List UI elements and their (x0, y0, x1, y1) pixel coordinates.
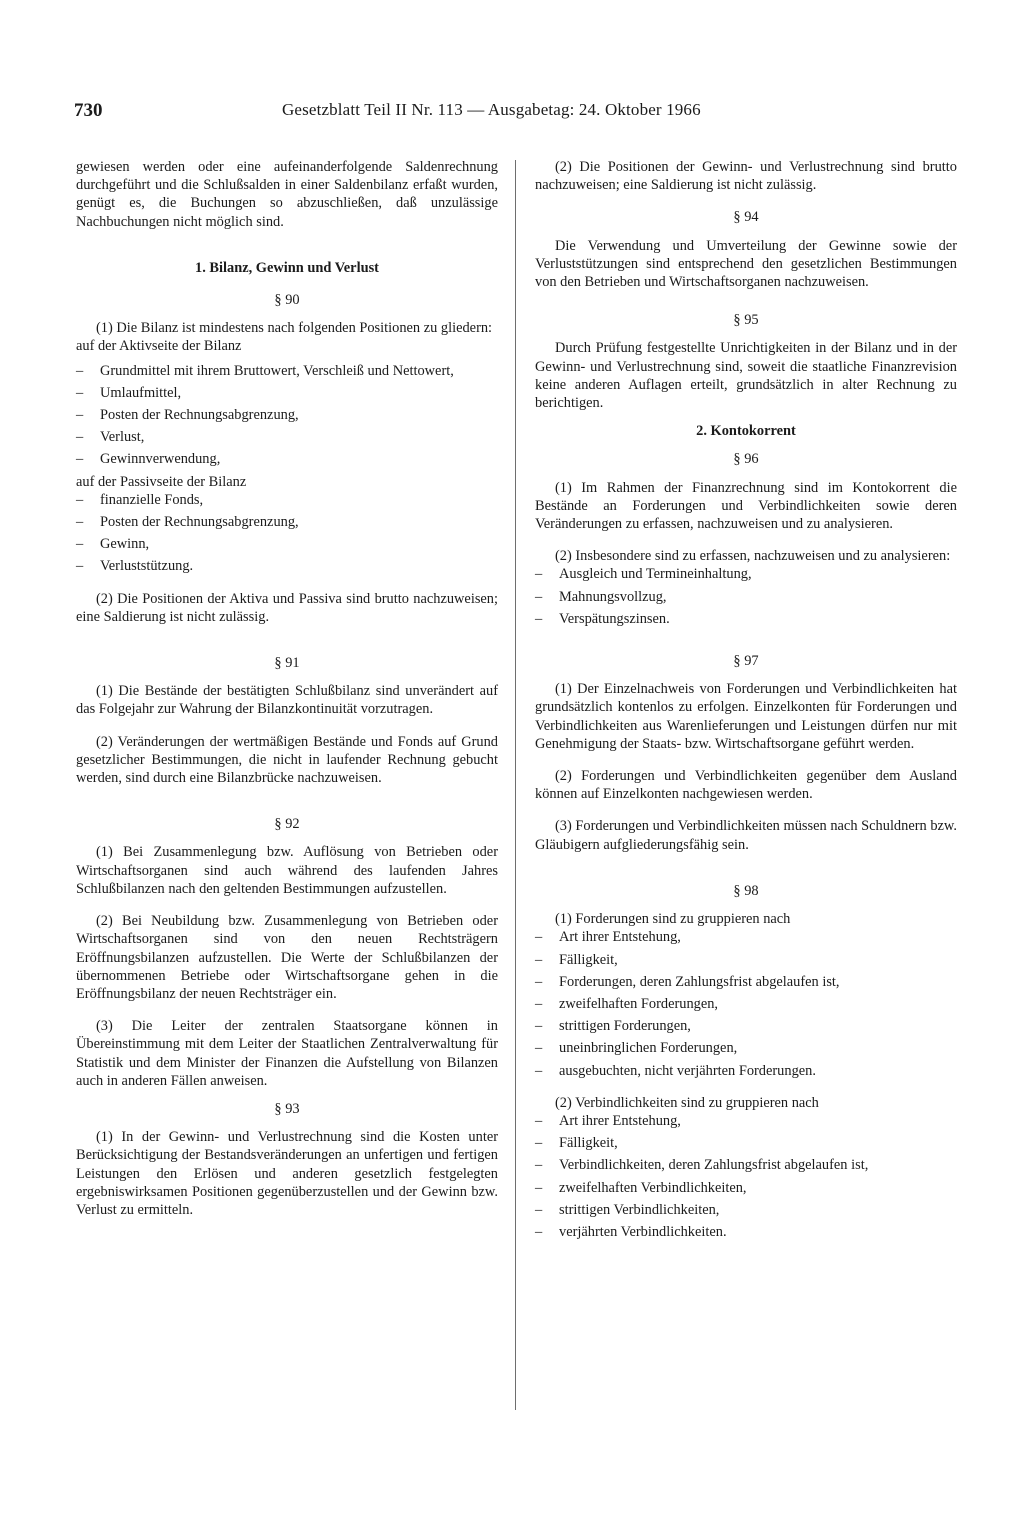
passivseite-label: auf der Passivseite der Bilanz (76, 473, 247, 490)
section-92-paragraph-2: (2) Bei Neubildung bzw. Zusammenlegung von Betrieben oder Wirtschaftsorganen sind von den neuen Rechtsträgern Eröffnungsbilanzen aufzustellen. Die Werte der Schlußbilanzen der übernommenen Betriebe oder Wirtschaftsorgane gehen in die Eröffnungsbilanz der neuen Rechtsträger ein. (76, 913, 498, 1002)
list-item: – Grundmittel mit ihrem Bruttowert, Verschleiß und Nettowert, (76, 362, 498, 380)
section-90-title: § 90 (274, 292, 300, 309)
section-98-paragraph-1: (1) Forderungen sind zu gruppieren nach (555, 911, 791, 928)
section-91-title: § 91 (274, 655, 300, 672)
list-item: – finanzielle Fonds, (76, 491, 498, 509)
right-column (535, 158, 957, 1245)
section-92-paragraph-3: (3) Die Leiter der zentralen Staatsorgane können in Übereinstimmung mit dem Leiter der Staatlichen Zentralverwaltung für Statistik und dem Minister der Finanzen die Aufstellung von Bilanzen auch in anderen Fällen anweisen. (76, 1018, 498, 1089)
list-item: – Ausgleich und Termineinhaltung, (535, 565, 957, 583)
section-94-title: § 94 (733, 209, 759, 226)
section-93-title: § 93 (274, 1100, 300, 1117)
section-92-title: § 92 (274, 816, 300, 833)
section-95-paragraph-1: Durch Prüfung festgestellte Unrichtigkeiten in der Bilanz und in der Gewinn- und Verlustrechnung sind, soweit die staatliche Finanzrevision keine anderen Auflagen erteilt, grundsätzlich in alter Rechnung zu berichtigen. (535, 340, 957, 412)
aktivseite-list (76, 362, 498, 469)
list-item: – Gewinn, (76, 535, 498, 553)
section-97-paragraph-1: (1) Der Einzelnachweis von Forderungen und Verbindlichkeiten hat grundsätzlich kontenlos zu erfolgen. Einzelkonten für Forderungen und Verbindlichkeiten aus Warenlieferungen und Leistungen dürfen nur mit Genehmigung der Staats- bzw. Wirtschaftsorgane geführt werden. (535, 681, 957, 752)
page-number: 730 (74, 100, 103, 121)
list-item: – uneinbringlichen Forderungen, (535, 1039, 957, 1057)
list-item: – Posten der Rechnungsabgrenzung, (76, 513, 498, 531)
section-98-paragraph-2: (2) Verbindlichkeiten sind zu gruppieren nach (555, 1094, 819, 1111)
list-item: – verjährten Verbindlichkeiten. (535, 1223, 957, 1241)
list-item: – Posten der Rechnungsabgrenzung, (76, 406, 498, 424)
list-item: – Mahnungsvollzug, (535, 588, 957, 606)
list-item: – strittigen Forderungen, (535, 1017, 957, 1035)
forderungen-list (535, 928, 957, 1079)
list-item: – Gewinnverwendung, (76, 450, 498, 468)
list-item: – Art ihrer Entstehung, (535, 1112, 957, 1130)
publication-title: Gesetzblatt Teil II Nr. 113 — Ausgabetag: 24. Oktober 1966 (282, 100, 701, 119)
list-item: – zweifelhaften Forderungen, (535, 995, 957, 1013)
list-item: – Fälligkeit, (535, 1134, 957, 1152)
section-98-title: § 98 (733, 882, 759, 899)
list-item: – Verluststützung. (76, 557, 498, 575)
section-93-paragraph-2: (2) Die Positionen der Gewinn- und Verlustrechnung sind brutto nachzuweisen; eine Saldierung ist nicht zulässig. (535, 159, 957, 194)
list-item: – Verspätungszinsen. (535, 610, 957, 628)
left-column (76, 158, 498, 1219)
section-96-paragraph-2: (2) Insbesondere sind zu erfassen, nachzuweisen und zu analysieren: (555, 548, 951, 565)
section-heading-kontokorrent: 2. Kontokorrent (696, 423, 796, 440)
page-header (74, 100, 960, 126)
section-90-paragraph-1: (1) Die Bilanz ist mindestens nach folgenden Positionen zu gliedern: (96, 320, 493, 337)
section-96-paragraph-1: (1) Im Rahmen der Finanzrechnung sind im Kontokorrent die Bestände an Forderungen und Verbindlichkeiten sowie deren Veränderungen zu erfassen, nachzuweisen und zu analysieren. (535, 479, 957, 533)
list-item: – ausgebuchten, nicht verjährten Forderungen. (535, 1062, 957, 1080)
list-item: – zweifelhaften Verbindlichkeiten, (535, 1179, 957, 1197)
section-97-paragraph-2: (2) Forderungen und Verbindlichkeiten gegenüber dem Ausland können auf Einzelkonten nachgewiesen werden. (535, 768, 957, 803)
section-90-paragraph-2: (2) Die Positionen der Aktiva und Passiva sind brutto nachzuweisen; eine Saldierung ist nicht zulässig. (76, 590, 498, 625)
list-item: – strittigen Verbindlichkeiten, (535, 1201, 957, 1219)
verbindlichkeiten-list (535, 1112, 957, 1241)
passivseite-list (76, 491, 498, 576)
section-97-title: § 97 (733, 653, 759, 670)
list-item: – Verbindlichkeiten, deren Zahlungsfrist abgelaufen ist, (535, 1156, 957, 1174)
section-96-title: § 96 (733, 451, 759, 468)
section-94-paragraph-1: Die Verwendung und Umverteilung der Gewinne sowie der Verluststützungen sind entsprechend den gesetzlichen Bestimmungen von den Betrieben und Wirtschaftsorganen nachzuweisen. (535, 237, 957, 291)
list-item: – Forderungen, deren Zahlungsfrist abgelaufen ist, (535, 973, 957, 991)
section-93-paragraph-1: (1) In der Gewinn- und Verlustrechnung sind die Kosten unter Berücksichtigung der Bestandsveränderungen an unfertigen und fertigen Leistungen den Erlösen und anderen gesetzlich festgelegten ergebniswirksamen Positionen gegenüberzustellen und der Gewinn bzw. Verlust zu ermitteln. (76, 1129, 498, 1218)
section-97-paragraph-3: (3) Forderungen und Verbindlichkeiten müssen nach Schuldnern bzw. Gläubigern aufgliederungsfähig sein. (535, 818, 957, 853)
list-item: – Verlust, (76, 428, 498, 446)
section-91-paragraph-2: (2) Veränderungen der wertmäßigen Bestände und Fonds auf Grund gesetzlicher Bestimmungen, die nicht in laufender Rechnung gebucht werden, sind durch eine Bilanzbrücke nachzuweisen. (76, 733, 498, 787)
intro-paragraph: gewiesen werden oder eine aufeinanderfolgende Saldenrechnung durchgeführt und die Schlußsalden in einer Saldenbilanz erfaßt wurden, genügt es, die Buchungen so abzuschließen, daß unzulässige Nachbuchungen nicht möglich sind. (76, 159, 498, 230)
list-item: – Umlaufmittel, (76, 384, 498, 402)
section-91-paragraph-1: (1) Die Bestände der bestätigten Schlußbilanz sind unverändert auf das Folgejahr zur Wahrung der Bilanzkontinuität vorzutragen. (76, 683, 498, 718)
list-item: – Fälligkeit, (535, 951, 957, 969)
aktivseite-label: auf der Aktivseite der Bilanz (76, 338, 242, 355)
section-96-list (535, 565, 957, 628)
section-heading-bilanz: 1. Bilanz, Gewinn und Verlust (195, 259, 379, 276)
column-divider (515, 160, 516, 1410)
section-92-paragraph-1: (1) Bei Zusammenlegung bzw. Auflösung von Betrieben oder Wirtschaftsorganen sind auch während des laufenden Jahres Schlußbilanzen nach den geltenden Bestimmungen aufzustellen. (76, 844, 498, 897)
section-95-title: § 95 (733, 312, 759, 329)
list-item: – Art ihrer Entstehung, (535, 928, 957, 946)
